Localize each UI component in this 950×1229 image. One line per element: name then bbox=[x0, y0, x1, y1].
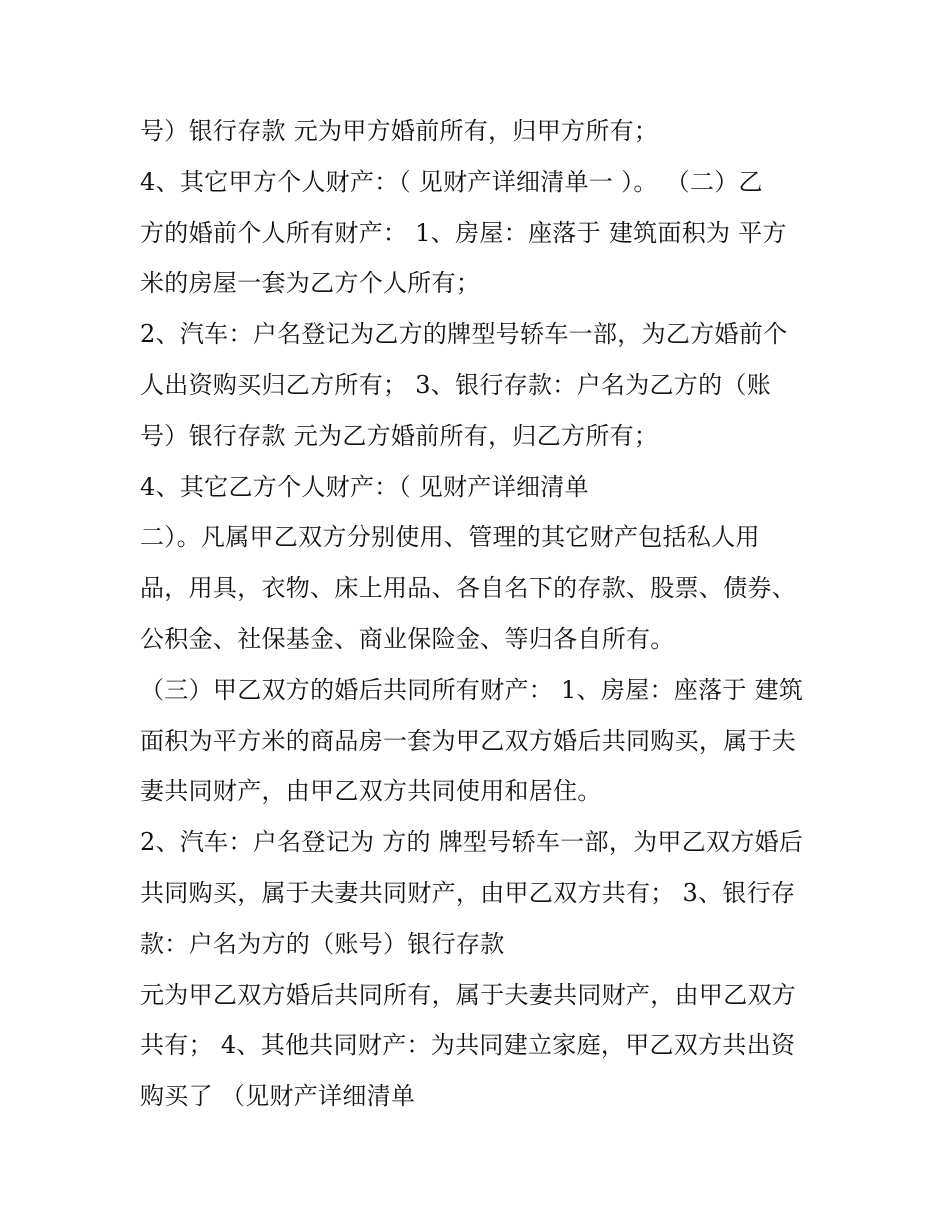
text-line: 2、汽车：户名登记为 方的 牌型号轿车一部，为甲乙双方婚后 bbox=[140, 828, 804, 857]
text-line: 二）。凡属甲乙双方分别使用、管理的其它财产包括私人用 bbox=[140, 523, 760, 552]
text-line: 共同购买，属于夫妻共同财产，由甲乙双方共有； 3、银行存 bbox=[140, 878, 796, 907]
text-line: 人出资购买归乙方所有； 3、银行存款：户名为乙方的（账 bbox=[140, 370, 771, 399]
text-line: 购买了 （见财产详细清单 bbox=[140, 1082, 416, 1111]
text-line: 2、汽车：户名登记为乙方的牌型号轿车一部，为乙方婚前个 bbox=[140, 320, 788, 349]
text-line: 号）银行存款 元为乙方婚前所有，归乙方所有； bbox=[140, 421, 659, 450]
text-line: 4、其它乙方个人财产：（ 见财产详细清单 bbox=[140, 472, 589, 501]
text-line: 方的婚前个人所有财产： 1、房屋：座落于 建筑面积为 平方 bbox=[140, 218, 787, 247]
text-line: 面积为平方米的商品房一套为甲乙双方婚后共同购买，属于夫 bbox=[140, 726, 797, 755]
text-line: 款：户名为方的（账号）银行存款 bbox=[140, 929, 505, 958]
text-line: 公积金、社保基金、商业保险金、等归各自所有。 bbox=[140, 624, 675, 653]
text-line: 品，用具，衣物、床上用品、各自名下的存款、股票、债券、 bbox=[140, 574, 797, 603]
document-body bbox=[140, 106, 830, 1122]
text-line: 米的房屋一套为乙方个人所有； bbox=[140, 269, 481, 298]
text-line: 4、其它甲方个人财产：（ 见财产详细清单一 ）。 （二）乙 bbox=[140, 167, 763, 196]
text-line: 元为甲乙双方婚后共同所有，属于夫妻共同财产，由甲乙双方 bbox=[140, 980, 797, 1009]
text-line: 共有； 4、其他共同财产：为共同建立家庭，甲乙双方共出资 bbox=[140, 1031, 796, 1060]
text-line: （三）甲乙双方的婚后共同所有财产： 1、房屋：座落于 建筑 bbox=[140, 675, 804, 704]
text-line: 妻共同财产，由甲乙双方共同使用和居住。 bbox=[140, 777, 602, 806]
text-line: 号）银行存款 元为甲方婚前所有，归甲方所有； bbox=[140, 117, 659, 145]
